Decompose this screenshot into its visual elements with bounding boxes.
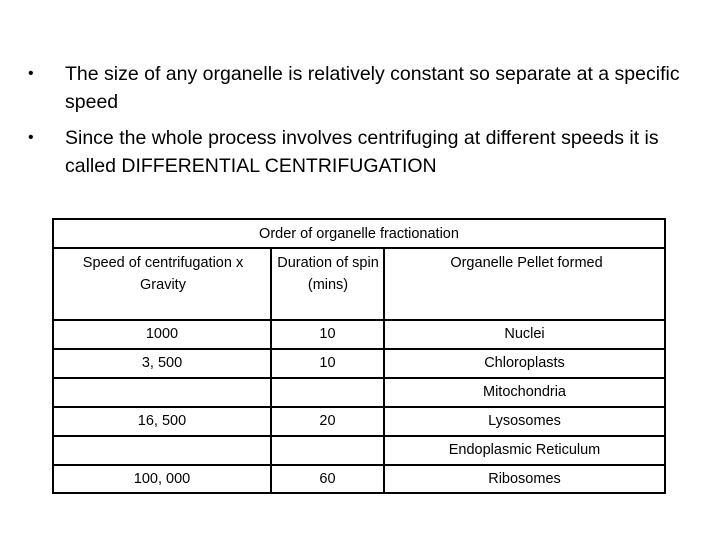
row-divider	[54, 348, 664, 350]
header-speed: Speed of centrifugation x Gravity	[82, 255, 244, 293]
bullet-text: The size of any organelle is relatively constant so separate at a specific speed	[65, 63, 680, 113]
duration-cell: 10	[319, 355, 336, 371]
row-divider	[54, 406, 664, 408]
speed-cell: 3, 500	[141, 355, 183, 371]
organelle-cell: Endoplasmic Reticulum	[448, 442, 601, 458]
fractionation-table	[52, 218, 666, 494]
row-divider	[54, 377, 664, 379]
duration-cell: 20	[319, 413, 336, 429]
bullet-item	[28, 124, 698, 180]
speed-cell: 100, 000	[133, 471, 191, 487]
header-duration: Duration of spin (mins)	[277, 255, 379, 293]
bullet-list	[28, 60, 698, 188]
bullet-dot-icon: •	[28, 65, 34, 82]
duration-cell: 10	[319, 326, 336, 342]
bullet-text: Since the whole process involves centrifuging at different speeds it is called DIFFERENTIAL CENTRIFUGATION	[65, 127, 659, 177]
row-divider	[54, 464, 664, 466]
organelle-cell: Mitochondria	[482, 384, 566, 400]
speed-cell: 1000	[145, 326, 179, 342]
organelle-cell: Chloroplasts	[484, 355, 565, 371]
bullet-dot-icon: •	[28, 129, 34, 146]
organelle-cell: Nuclei	[504, 326, 545, 342]
row-divider	[54, 435, 664, 437]
bullet-item	[28, 60, 698, 116]
organelle-cell: Ribosomes	[488, 471, 561, 487]
duration-cell: 60	[319, 471, 336, 487]
row-divider	[54, 319, 664, 321]
header-organelle: Organelle Pellet formed	[450, 255, 603, 271]
organelle-cell: Lysosomes	[488, 413, 561, 429]
table-caption: Order of organelle fractionation	[54, 220, 664, 249]
speed-cell: 16, 500	[137, 413, 187, 429]
